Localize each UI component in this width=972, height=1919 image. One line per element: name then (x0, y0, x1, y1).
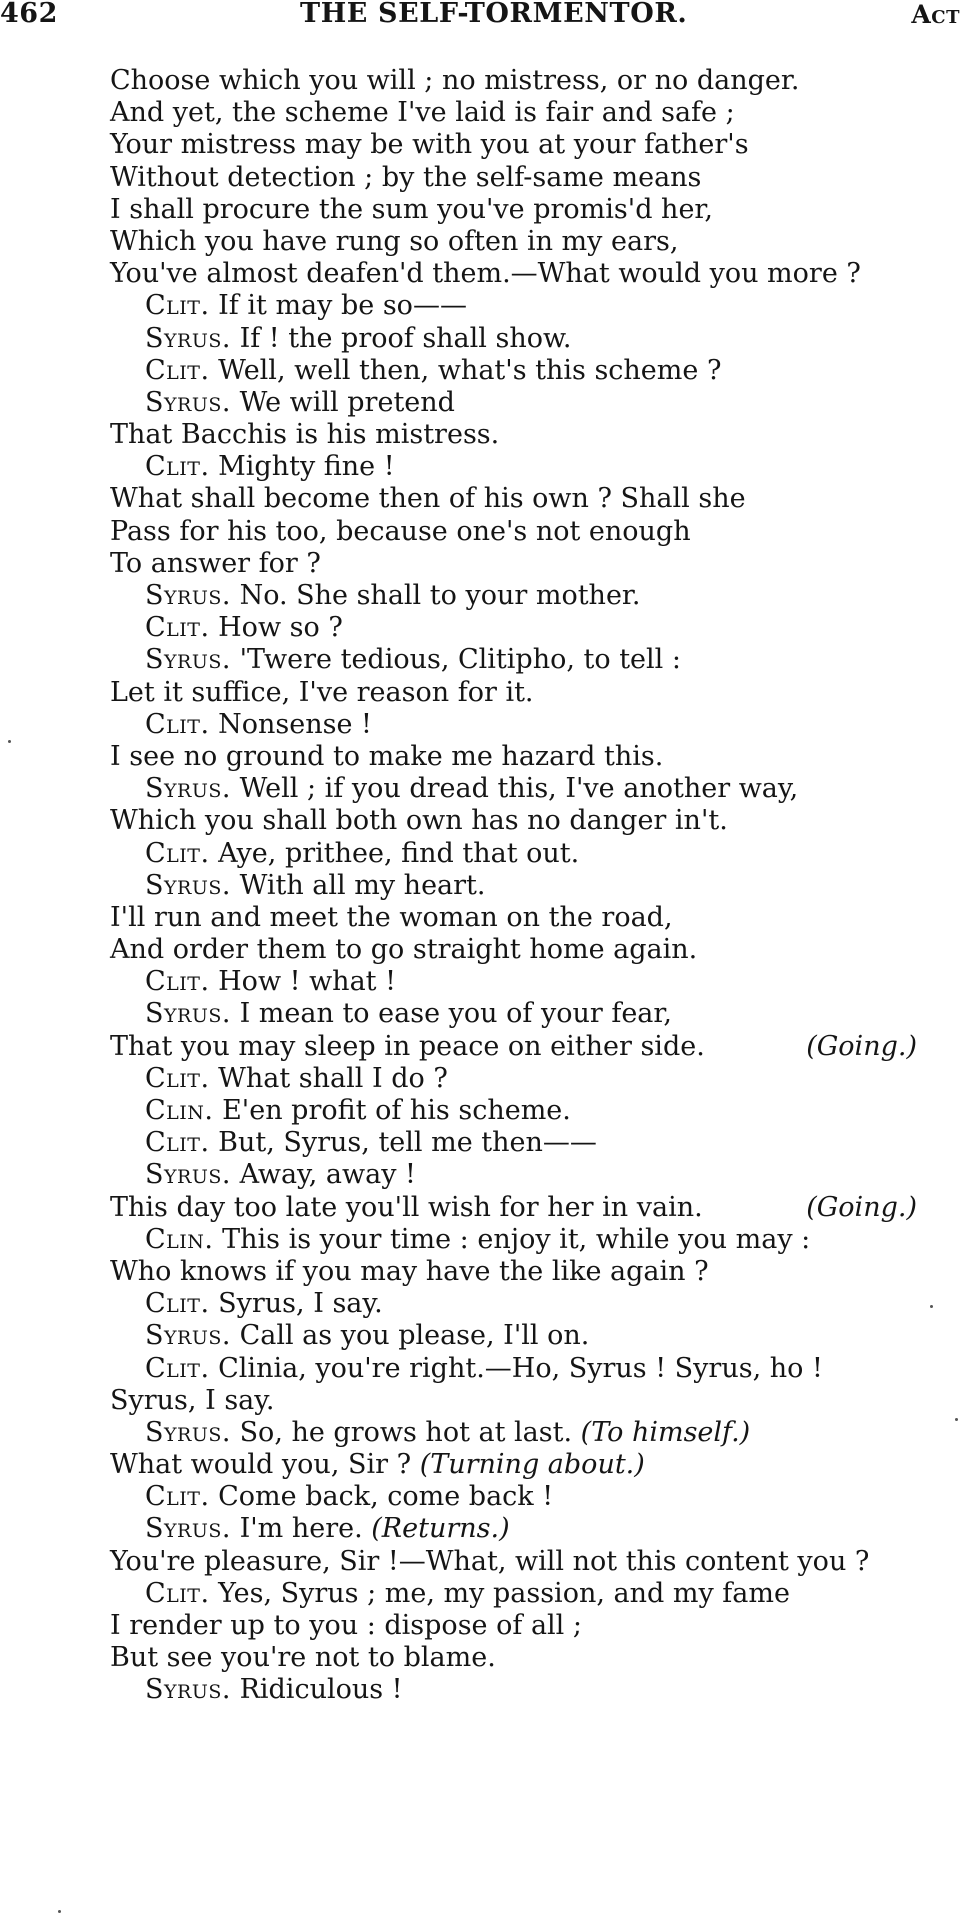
speaker-name: Clit. (145, 1577, 210, 1609)
play-text (0, 65, 972, 1707)
line-text: E'en profit of his scheme. (222, 1095, 571, 1126)
line-text: So, he grows hot at last. (239, 1416, 573, 1448)
speaker-name: Clit. (145, 354, 210, 386)
speech-line (0, 644, 972, 676)
line-text: I render up to you : dispose of all ; (110, 1610, 582, 1641)
speech-line (0, 709, 972, 741)
line-text: Ridiculous ! (239, 1674, 403, 1706)
speaker-name: Syrus. (145, 1513, 231, 1545)
line-text: I see no ground to make me hazard this. (110, 740, 664, 772)
verse-line (0, 516, 972, 548)
verse-line (0, 419, 972, 451)
speaker-name: Clin. (145, 1095, 214, 1126)
speech-line (0, 870, 972, 902)
speech-line (0, 387, 972, 419)
speaker-name: Clit. (145, 451, 210, 483)
speaker-name: Clit. (145, 966, 210, 998)
speaker-name: Syrus. (145, 998, 231, 1030)
speaker-name: Syrus. (145, 869, 231, 901)
speaker-name: Syrus. (145, 322, 231, 354)
line-text: That you may sleep in peace on either side. (110, 1030, 705, 1062)
verse-line (0, 162, 972, 194)
line-text: Without detection ; by the self-same means (110, 161, 702, 193)
speech-line (0, 1417, 972, 1449)
line-text: I'm here. (239, 1513, 363, 1545)
line-text: But, Syrus, tell me then—— (218, 1127, 597, 1159)
verse-line (0, 1256, 972, 1288)
line-text: Aye, prithee, find that out. (218, 837, 580, 869)
line-text: And yet, the scheme I've laid is fair and safe ; (110, 97, 735, 129)
line-text: You've almost deafen'd them.—What would you more ? (110, 258, 861, 290)
line-text: Clinia, you're right.—Ho, Syrus ! Syrus, ho ! (218, 1352, 823, 1384)
speech-line (0, 355, 972, 387)
line-text: What shall I do ? (218, 1062, 448, 1094)
speech-line (0, 1095, 972, 1127)
line-text: 'Twere tedious, Clitipho, to tell : (239, 644, 681, 676)
line-text: You're pleasure, Sir !—What, will not this content you ? (110, 1545, 870, 1577)
line-text: Syrus, I say. (218, 1288, 383, 1320)
verse-line (0, 1385, 972, 1417)
speaker-name: Syrus. (145, 1159, 231, 1191)
line-text: That Bacchis is his mistress. (110, 419, 500, 451)
speaker-name: Syrus. (145, 1416, 231, 1448)
speech-line (0, 323, 972, 355)
verse-line (0, 483, 972, 515)
verse-line (0, 97, 972, 129)
line-text: Come back, come back ! (218, 1481, 554, 1513)
line-text: No. She shall to your mother. (239, 580, 641, 611)
verse-line (0, 1449, 972, 1481)
page-speck (955, 1418, 958, 1421)
line-text: Choose which you will ; no mistress, or no danger. (110, 65, 800, 96)
line-text: But see you're not to blame. (110, 1642, 496, 1674)
verse-line (0, 194, 972, 226)
stage-direction: (Going.) (806, 1030, 917, 1062)
line-text: Who knows if you may have the like again ? (110, 1255, 709, 1287)
line-text: Let it suffice, I've reason for it. (110, 676, 534, 708)
verse-line (0, 1642, 972, 1674)
speaker-name: Syrus. (145, 1674, 231, 1706)
speech-line (0, 290, 972, 322)
page-number: 462 (0, 0, 58, 29)
line-text: Syrus, I say. (110, 1384, 275, 1416)
speech-line (0, 1674, 972, 1706)
verse-line (0, 934, 972, 966)
speech-line (0, 1513, 972, 1545)
stage-direction: (Returns.) (371, 1513, 510, 1545)
line-text: This is your time : enjoy it, while you may : (222, 1223, 811, 1255)
verse-line (0, 1031, 972, 1063)
line-text: What would you, Sir ? (110, 1449, 412, 1481)
speech-line (0, 580, 972, 612)
verse-line (0, 226, 972, 258)
line-text: Nonsense ! (218, 708, 372, 740)
line-text: Your mistress may be with you at your father's (110, 129, 749, 161)
speech-line (0, 966, 972, 998)
running-title: THE SELF-TORMENTOR. (300, 0, 688, 29)
speech-line (0, 1127, 972, 1159)
stage-direction: (Turning about.) (419, 1449, 645, 1481)
verse-line (0, 258, 972, 290)
verse-line (0, 548, 972, 580)
line-text: I'll run and meet the woman on the road, (110, 901, 673, 933)
verse-line (0, 65, 972, 97)
speaker-name: Clit. (145, 1062, 210, 1094)
speaker-name: Clit. (145, 1352, 210, 1384)
speech-line (0, 612, 972, 644)
line-text: Call as you please, I'll on. (239, 1320, 590, 1352)
line-text: Well, well then, what's this scheme ? (218, 354, 722, 386)
speech-line (0, 1320, 972, 1352)
line-text: Pass for his too, because one's not enough (110, 515, 691, 547)
speaker-name: Clit. (145, 1481, 210, 1513)
page-speck (8, 740, 11, 743)
speaker-name: Clit. (145, 290, 210, 322)
speech-line (0, 1353, 972, 1385)
verse-line (0, 129, 972, 161)
speaker-name: Clit. (145, 837, 210, 869)
line-text: Mighty fine ! (218, 451, 395, 483)
line-text: With all my heart. (239, 869, 486, 901)
line-text: Yes, Syrus ; me, my passion, and my fame (218, 1577, 790, 1609)
speaker-name: Syrus. (145, 644, 231, 676)
line-text: How so ? (218, 612, 343, 644)
speech-line (0, 1481, 972, 1513)
speaker-name: Syrus. (145, 1320, 231, 1352)
line-text: What shall become then of his own ? Shall she (110, 483, 746, 515)
speech-line (0, 1063, 972, 1095)
line-text: If it may be so—— (218, 290, 467, 322)
line-text: To answer for ? (110, 547, 321, 579)
speaker-name: Clit. (145, 1127, 210, 1159)
speech-line (0, 773, 972, 805)
speech-line (0, 998, 972, 1030)
stage-direction: (Going.) (806, 1191, 917, 1223)
running-header (0, 0, 972, 34)
line-text: I shall procure the sum you've promis'd her, (110, 193, 713, 225)
speech-line (0, 1288, 972, 1320)
speech-line (0, 1224, 972, 1256)
speech-line (0, 451, 972, 483)
speech-line (0, 838, 972, 870)
running-act-label: Act (911, 0, 960, 29)
speech-line (0, 1159, 972, 1191)
stage-direction: (To himself.) (580, 1416, 751, 1448)
line-text: If ! the proof shall show. (239, 322, 572, 354)
speaker-name: Clit. (145, 612, 210, 644)
verse-line (0, 1192, 972, 1224)
line-text: And order them to go straight home again. (110, 934, 698, 966)
speech-line (0, 1578, 972, 1610)
verse-line (0, 805, 972, 837)
line-text: Away, away ! (239, 1159, 416, 1191)
verse-line (0, 1610, 972, 1642)
line-text: This day too late you'll wish for her in vain. (110, 1191, 703, 1223)
line-text: I mean to ease you of your fear, (239, 998, 672, 1030)
speaker-name: Clit. (145, 1288, 210, 1320)
verse-line (0, 902, 972, 934)
speaker-name: Clit. (145, 708, 210, 740)
page-speck (930, 1305, 933, 1308)
verse-line (0, 741, 972, 773)
verse-line (0, 1546, 972, 1578)
speaker-name: Clin. (145, 1223, 214, 1255)
speaker-name: Syrus. (145, 773, 231, 805)
line-text: Well ; if you dread this, I've another way, (239, 773, 799, 805)
speaker-name: Syrus. (145, 580, 231, 611)
page-speck (58, 1910, 61, 1913)
verse-line (0, 677, 972, 709)
line-text: How ! what ! (218, 966, 396, 998)
line-text: Which you have rung so often in my ears, (110, 225, 679, 257)
line-text: Which you shall both own has no danger in't. (110, 805, 728, 837)
line-text: We will pretend (239, 386, 455, 418)
speaker-name: Syrus. (145, 386, 231, 418)
